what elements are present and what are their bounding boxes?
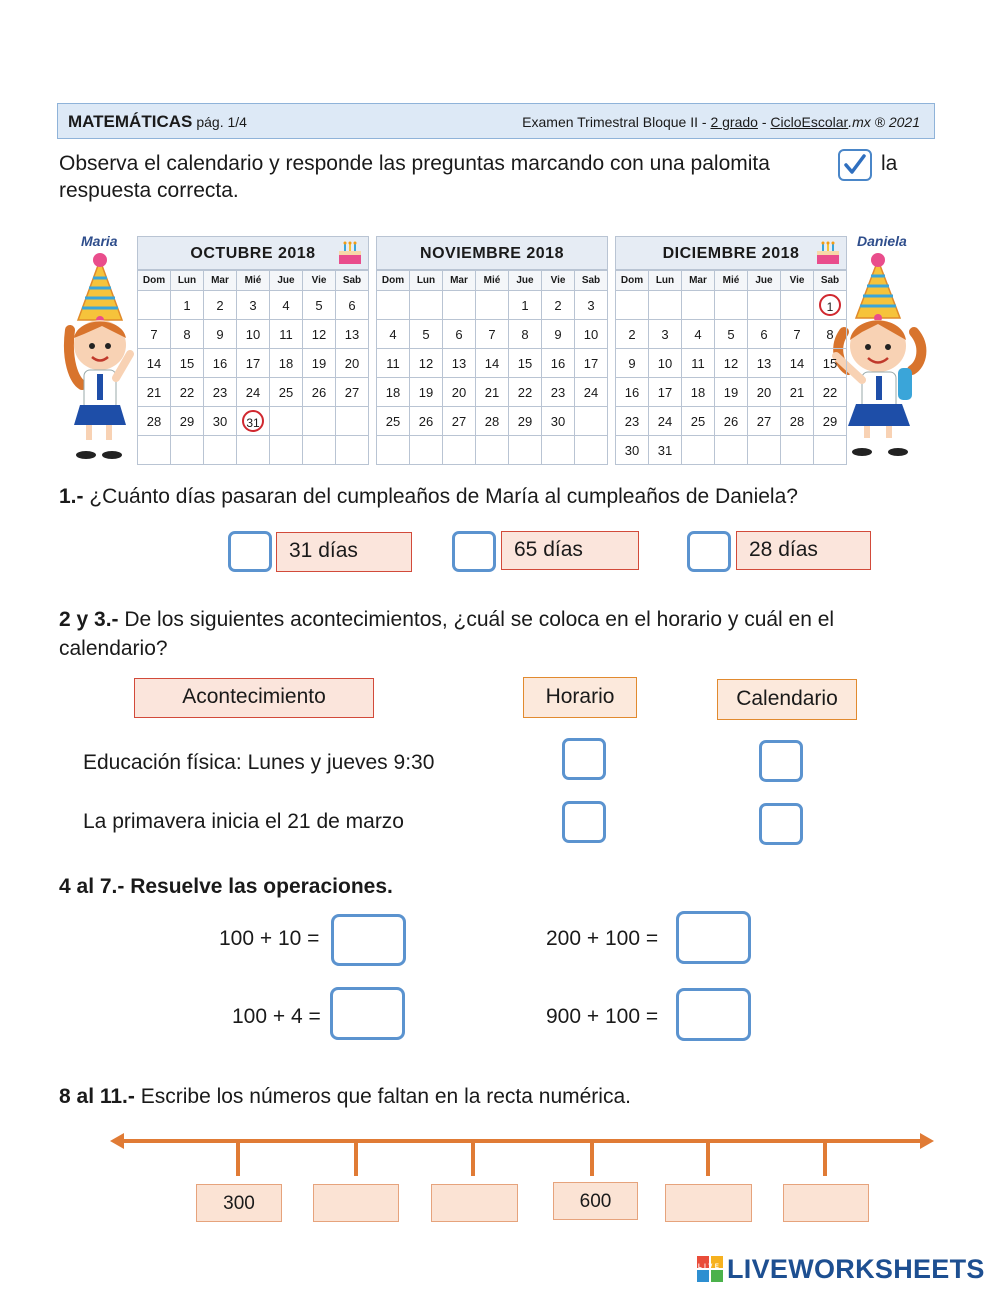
- q1-option-3-label: 28 días: [736, 531, 871, 570]
- calendar-day: 2: [204, 291, 237, 320]
- calendar-day: 13: [748, 349, 781, 378]
- calendar-week: [138, 320, 369, 349]
- weekday-header: Mar: [204, 271, 237, 291]
- weekday-header: Jue: [270, 271, 303, 291]
- event-2-label: La primavera inicia el 21 de marzo: [83, 810, 404, 833]
- question-4-7: 4 al 7.- Resuelve las operaciones.: [59, 875, 393, 898]
- calendar-day: 4: [270, 291, 303, 320]
- birthday-circled-day: 1: [819, 294, 841, 316]
- calendar-week: [138, 407, 369, 436]
- weekday-header: Mar: [443, 271, 476, 291]
- birthday-cake-icon: [336, 239, 364, 267]
- instruction-line-1: Observa el calendario y responde las preguntas marcando con una palomita: [59, 152, 770, 175]
- calendar-day: 5: [303, 291, 336, 320]
- calendar-day: 30: [616, 436, 649, 465]
- liveworksheets-logo-icon: [697, 1256, 725, 1284]
- calendar-day: 17: [575, 349, 608, 378]
- birthday-cake-icon: [814, 239, 842, 267]
- subject-label: MATEMÁTICAS: [68, 112, 193, 131]
- question-2-number: 2 y 3.-: [59, 608, 119, 631]
- subject-title: [68, 112, 247, 132]
- calendar-title-text: NOVIEMBRE 2018: [420, 245, 564, 262]
- calendar-day: 16: [542, 349, 575, 378]
- number-line-value-1: 300: [196, 1184, 282, 1222]
- exam-site-ext: .mx ® 2021: [848, 114, 920, 130]
- calendar-day: 25: [270, 378, 303, 407]
- calendar-day: [748, 291, 781, 320]
- calendar-day: 6: [748, 320, 781, 349]
- calendar-week: [138, 291, 369, 320]
- calendar-day: 10: [649, 349, 682, 378]
- calendar-day: 27: [443, 407, 476, 436]
- calendar-day: 7: [781, 320, 814, 349]
- character-name-left: Maria: [81, 233, 118, 249]
- calendar-day: 19: [303, 349, 336, 378]
- calendar-week: [138, 349, 369, 378]
- calendar-day: 11: [270, 320, 303, 349]
- calendar-day: [336, 436, 369, 465]
- calendar-title-text: DICIEMBRE 2018: [662, 245, 800, 262]
- calendar-day: [237, 436, 270, 465]
- calendar-grid: [137, 270, 369, 465]
- calendar-day: [171, 436, 204, 465]
- calendar-day: 5: [410, 320, 443, 349]
- calendar-day: 13: [336, 320, 369, 349]
- calendar-day: 30: [542, 407, 575, 436]
- q1-option-1-label: 31 días: [276, 532, 412, 572]
- event-2-calendar-checkbox[interactable]: [759, 803, 803, 845]
- calendar-day: 20: [443, 378, 476, 407]
- calendar-day: 29: [814, 407, 847, 436]
- calendar-day: 12: [303, 320, 336, 349]
- calendar-day: 1: [171, 291, 204, 320]
- calendar-day: 22: [814, 378, 847, 407]
- calendar-day: 2: [542, 291, 575, 320]
- calendar-day: 26: [715, 407, 748, 436]
- number-line-input-3[interactable]: [431, 1184, 518, 1222]
- calendar-day: 24: [575, 378, 608, 407]
- calendar-day: [649, 291, 682, 320]
- calendar-day: 31: [649, 436, 682, 465]
- calendar-day: 28: [476, 407, 509, 436]
- calendar-day: [814, 291, 847, 320]
- calendar-day: 8: [171, 320, 204, 349]
- calendar-week: [616, 407, 847, 436]
- number-line-left-arrow: [110, 1133, 124, 1149]
- logo-text: LIVEWORKSHEETS: [727, 1254, 985, 1284]
- calendar-day: 16: [204, 349, 237, 378]
- calendar-day: [410, 436, 443, 465]
- calendar-day: 21: [476, 378, 509, 407]
- calendar-day: 7: [476, 320, 509, 349]
- calendar-day: 23: [542, 378, 575, 407]
- calendar-day: [138, 436, 171, 465]
- calendar-day: 20: [748, 378, 781, 407]
- number-line-input-2[interactable]: [313, 1184, 399, 1222]
- calendar-week: [616, 436, 847, 465]
- calendar-december: [615, 236, 847, 465]
- weekday-header: Mar: [682, 271, 715, 291]
- calendar-day: [476, 291, 509, 320]
- calendar-day: [509, 436, 542, 465]
- calendar-day: [410, 291, 443, 320]
- weekday-header: Mié: [715, 271, 748, 291]
- operation-1: 100 + 10 =: [219, 927, 320, 950]
- calendar-day: 26: [410, 407, 443, 436]
- calendar-day: 9: [542, 320, 575, 349]
- calendar-day: [781, 436, 814, 465]
- calendar-week: [616, 320, 847, 349]
- weekday-header: Mié: [476, 271, 509, 291]
- calendar-day: 28: [138, 407, 171, 436]
- calendar-day: 23: [616, 407, 649, 436]
- q1-option-2-checkbox[interactable]: [452, 531, 496, 572]
- calendar-day: [443, 291, 476, 320]
- calendar-day: [748, 436, 781, 465]
- calendar-day: 27: [748, 407, 781, 436]
- event-1-schedule-checkbox[interactable]: [562, 738, 606, 780]
- calendar-day: 18: [270, 349, 303, 378]
- calendar-day: 14: [781, 349, 814, 378]
- calendar-day: 2: [616, 320, 649, 349]
- weekday-header: Lun: [649, 271, 682, 291]
- calendar-week: [377, 436, 608, 465]
- calendar-day: 18: [377, 378, 410, 407]
- calendar-day: 21: [781, 378, 814, 407]
- calendar-day: 19: [715, 378, 748, 407]
- operation-2-answer-input[interactable]: [676, 911, 751, 964]
- question-8-number: 8 al 11.-: [59, 1085, 135, 1108]
- number-line: [110, 1128, 934, 1182]
- calendar-day: 4: [377, 320, 410, 349]
- calendar-day: 14: [476, 349, 509, 378]
- calendar-day: [476, 436, 509, 465]
- calendar-day: 9: [204, 320, 237, 349]
- calendar-day: 12: [715, 349, 748, 378]
- calendar-day: 22: [171, 378, 204, 407]
- column-header-event: Acontecimiento: [134, 678, 374, 718]
- calendar-week: [377, 291, 608, 320]
- page-header: [57, 103, 935, 139]
- calendar-day: 16: [616, 378, 649, 407]
- question-2-3-line-2: calendario?: [59, 637, 168, 660]
- calendar-october: [137, 236, 369, 465]
- calendar-day: 12: [410, 349, 443, 378]
- character-name-right: Daniela: [857, 233, 907, 249]
- weekday-header: Lun: [171, 271, 204, 291]
- instruction-line-2: respuesta correcta.: [59, 179, 239, 202]
- calendar-day: 3: [237, 291, 270, 320]
- calendar-day: 8: [509, 320, 542, 349]
- calendar-day: 5: [715, 320, 748, 349]
- calendar-day: 3: [649, 320, 682, 349]
- calendar-day: 6: [336, 291, 369, 320]
- calendar-day: 17: [649, 378, 682, 407]
- calendar-day: 15: [814, 349, 847, 378]
- calendar-day: [682, 436, 715, 465]
- calendar-day: [138, 291, 171, 320]
- calendar-day: 25: [682, 407, 715, 436]
- calendar-day: 11: [682, 349, 715, 378]
- calendar-day: 25: [377, 407, 410, 436]
- calendar-day: 29: [509, 407, 542, 436]
- exam-sep: -: [757, 114, 771, 130]
- birthday-circled-day: 31: [242, 410, 264, 432]
- calendar-week: [138, 378, 369, 407]
- calendar-day: 21: [138, 378, 171, 407]
- calendar-week: [616, 378, 847, 407]
- calendar-day: 27: [336, 378, 369, 407]
- event-2-schedule-checkbox[interactable]: [562, 801, 606, 843]
- calendar-title: [615, 236, 847, 270]
- calendar-week: [377, 378, 608, 407]
- weekday-header: Vie: [781, 271, 814, 291]
- exam-info: [522, 114, 920, 130]
- calendar-day: [303, 436, 336, 465]
- weekday-header: Sab: [814, 271, 847, 291]
- calendar-day: [303, 407, 336, 436]
- calendar-day: 28: [781, 407, 814, 436]
- number-line-value-4: 600: [553, 1182, 638, 1220]
- weekday-header: Vie: [542, 271, 575, 291]
- calendar-day: [443, 436, 476, 465]
- weekday-header: Dom: [377, 271, 410, 291]
- calendar-day: [270, 407, 303, 436]
- calendar-day: 14: [138, 349, 171, 378]
- calendar-day: [377, 436, 410, 465]
- question-1-text: ¿Cuánto días pasaran del cumpleaños de María al cumpleaños de Daniela?: [83, 485, 798, 508]
- question-1: [59, 483, 798, 510]
- question-1-number: 1.-: [59, 485, 84, 508]
- calendar-day: 24: [237, 378, 270, 407]
- weekday-header: Mié: [237, 271, 270, 291]
- calendar-day: [270, 436, 303, 465]
- calendar-title: [376, 236, 608, 270]
- calendar-day: 22: [509, 378, 542, 407]
- q1-option-3-checkbox[interactable]: [687, 531, 731, 572]
- calendar-day: 3: [575, 291, 608, 320]
- calendar-day: 18: [682, 378, 715, 407]
- checkmark-icon: [838, 149, 872, 181]
- weekday-header: Vie: [303, 271, 336, 291]
- calendar-week: [616, 349, 847, 378]
- calendar-day: [781, 291, 814, 320]
- calendar-week: [377, 349, 608, 378]
- calendar-day: 15: [171, 349, 204, 378]
- calendar-day: 13: [443, 349, 476, 378]
- column-header-calendar: Calendario: [717, 679, 857, 720]
- calendar-day: 9: [616, 349, 649, 378]
- logo-badge-text: LIVE: [698, 1264, 722, 1270]
- calendar-grid: [615, 270, 847, 465]
- operation-4: 900 + 100 =: [546, 1005, 659, 1028]
- weekday-header: Dom: [616, 271, 649, 291]
- calendar-day: [204, 436, 237, 465]
- girl-maria-illustration: [62, 250, 138, 460]
- calendar-day: [237, 407, 270, 436]
- calendar-day: 10: [575, 320, 608, 349]
- column-header-schedule: Horario: [523, 677, 637, 718]
- calendar-day: [575, 407, 608, 436]
- event-1-calendar-checkbox[interactable]: [759, 740, 803, 782]
- calendar-day: 15: [509, 349, 542, 378]
- calendar-week: [377, 407, 608, 436]
- q1-option-1-checkbox[interactable]: [228, 531, 272, 572]
- calendar-day: 26: [303, 378, 336, 407]
- operation-2: 200 + 100 =: [546, 927, 659, 950]
- calendar-day: 11: [377, 349, 410, 378]
- q1-option-2-label: 65 días: [501, 531, 639, 570]
- number-line-input-6[interactable]: [783, 1184, 869, 1222]
- calendar-day: 10: [237, 320, 270, 349]
- question-2-text: De los siguientes acontecimientos, ¿cuál se coloca en el horario y cuál en el: [118, 608, 835, 631]
- calendar-day: [715, 291, 748, 320]
- calendar-day: [542, 436, 575, 465]
- calendar-day: [682, 291, 715, 320]
- weekday-header: Lun: [410, 271, 443, 291]
- calendar-grid: [376, 270, 608, 465]
- calendar-day: 7: [138, 320, 171, 349]
- exam-site: CicloEscolar: [770, 114, 849, 130]
- calendar-day: 4: [682, 320, 715, 349]
- weekday-header: Dom: [138, 271, 171, 291]
- question-2-3: [59, 606, 834, 633]
- calendar-day: [715, 436, 748, 465]
- weekday-header: Sab: [336, 271, 369, 291]
- weekday-header: Jue: [748, 271, 781, 291]
- calendar-day: 8: [814, 320, 847, 349]
- calendar-day: [336, 407, 369, 436]
- calendar-day: [616, 291, 649, 320]
- calendar-day: 23: [204, 378, 237, 407]
- calendar-november: [376, 236, 608, 465]
- calendar-day: 1: [509, 291, 542, 320]
- calendar-title: [137, 236, 369, 270]
- calendar-week: [616, 291, 847, 320]
- instruction-line-1-end: la: [881, 152, 898, 175]
- calendar-day: 17: [237, 349, 270, 378]
- calendar-day: 6: [443, 320, 476, 349]
- operation-3: 100 + 4 =: [232, 1005, 321, 1028]
- calendar-day: 24: [649, 407, 682, 436]
- question-8-11: [59, 1083, 631, 1110]
- liveworksheets-logo: [697, 1254, 993, 1286]
- calendar-week: [138, 436, 369, 465]
- calendar-day: [377, 291, 410, 320]
- calendar-day: 20: [336, 349, 369, 378]
- event-1-label: Educación física: Lunes y jueves 9:30: [83, 751, 435, 774]
- calendar-day: 29: [171, 407, 204, 436]
- calendar-day: [575, 436, 608, 465]
- calendar-week: [377, 320, 608, 349]
- exam-prefix: Examen Trimestral Bloque II -: [522, 114, 711, 130]
- calendar-day: 30: [204, 407, 237, 436]
- weekday-header: Sab: [575, 271, 608, 291]
- operation-3-answer-input[interactable]: [330, 987, 405, 1040]
- calendar-day: [814, 436, 847, 465]
- operation-4-answer-input[interactable]: [676, 988, 751, 1041]
- weekday-header: Jue: [509, 271, 542, 291]
- operation-1-answer-input[interactable]: [331, 914, 406, 966]
- number-line-input-5[interactable]: [665, 1184, 752, 1222]
- number-line-right-arrow: [920, 1133, 934, 1149]
- exam-grade: 2 grado: [710, 114, 758, 130]
- page-number: pág. 1/4: [196, 114, 247, 130]
- calendar-day: 19: [410, 378, 443, 407]
- calendar-title-text: OCTUBRE 2018: [190, 245, 316, 262]
- question-8-text: Escribe los números que faltan en la recta numérica.: [134, 1085, 631, 1108]
